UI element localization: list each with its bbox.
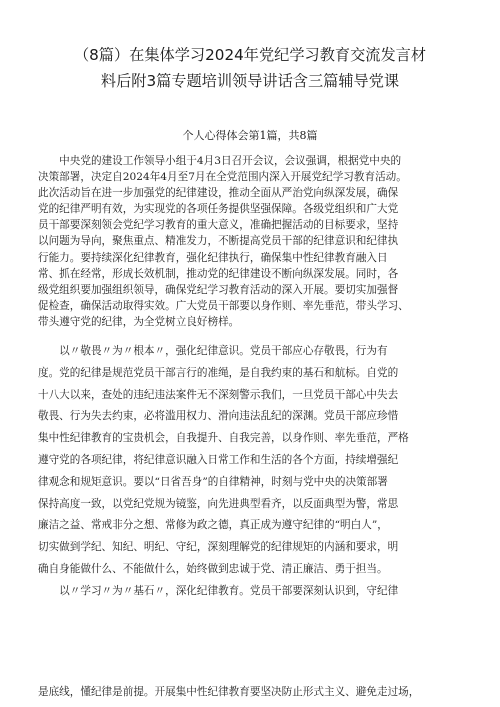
text-line: 决策部署，决定自2024年4月至7月在全党范围内深入开展党纪学习教育活动。 [38, 171, 407, 184]
text-line: 以问题为导向，聚焦重点、精准发力，不断提高党员干部的纪律意识和纪律执 [38, 235, 399, 248]
document-title [70, 42, 430, 94]
paragraph-3 [38, 682, 468, 704]
text-line: 常、抓在经常，形成长效机制，推动党的纪律建设不断向纵深发展。同时，各 [38, 267, 399, 280]
text-line: 行能力。要持续深化纪律教育，强化纪律执行，确保集中性纪律教育融入日 [38, 251, 388, 264]
text-line: 切实做到学纪、知纪、明纪、守纪，深刻理解党的纪律规矩的内涵和要求，明 [38, 541, 399, 554]
text-line: 促检查，确保活动取得实效。广大党员干部要以身作则、率先垂范，带头学习、 [38, 299, 409, 312]
text-line: 党的纪律严明有效，为实现党的各项任务提供坚强保障。各级党组织和广大党 [38, 203, 399, 216]
text-line: 遵守党的各项纪律，将纪律意识融入日常工作和生活的各个方面，持续增强纪 [38, 453, 399, 466]
text-line: 敬畏、行为失去约束，必将滥用权力、滑向违法乱纪的深渊。党员干部应珍惜 [38, 410, 399, 423]
title-line-2: 料后附3篇专题培训领导讲话含三篇辅导党课 [100, 72, 400, 90]
text-line: 保持高度一致，以党纪党规为镜鉴，向先进典型看齐，以反面典型为警，常思 [38, 497, 399, 510]
paragraph-2 [38, 341, 468, 603]
text-line: 以〃学习〃为〃基石〃，深化纪律教育。党员干部要深刻认识到，守纪律 [38, 584, 399, 597]
text-line: 确自身能做什么、不能做什么，始终做到忠诚于党、清正廉洁、勇于担当。 [38, 562, 388, 575]
text-line: 以〃敬畏〃为〃根本〃，强化纪律意识。党员干部应心存敬畏，行为有 [38, 345, 388, 357]
text-line: 廉洁之益、常戒非分之想、常修为政之德，真正成为遵守纪律的“明白人”， [38, 519, 388, 532]
text-line: 员干部要深刻领会党纪学习教育的重大意义，准确把握活动的目标要求，坚持 [38, 219, 399, 232]
text-line: 中央党的建设工作领导小组于4月3日召开会议，会议强调，根据党中央的 [38, 155, 402, 167]
text-line: 此次活动旨在进一步加强党的纪律建设，推动全面从严治党向纵深发展，确保 [38, 187, 399, 200]
text-line: 十八大以来，查处的违纪违法案件无不深刻警示我们，一旦党员干部心中失去 [38, 388, 399, 401]
text-line: 带头遵守党的纪律，为全党树立良好榜样。 [38, 315, 240, 328]
text-line: 集中性纪律教育的宝贵机会，自我提升、自我完善，以身作则、率先垂范，严格 [38, 432, 409, 445]
title-line-1: （8篇）在集体学习2024年党纪学习教育交流发言材 [73, 46, 427, 64]
text-line: 级党组织要加强组织领导，确保党纪学习教育活动的深入开展。要切实加强督 [38, 283, 399, 296]
text-line: 度。党的纪律是规范党员干部言行的准绳，是自我约束的基石和航标。自党的 [38, 366, 399, 379]
document-subtitle: 个人心得体会第1篇，共8篇 [182, 129, 318, 142]
paragraph-1 [38, 153, 468, 330]
text-line: 律观念和规矩意识。要以“日省吾身”的自律精神，时刻与党中央的决策部署 [38, 475, 388, 488]
text-line: 是底线，懂纪律是前提。开展集中性纪律教育要坚决防止形式主义、避免走过场， [38, 686, 420, 698]
